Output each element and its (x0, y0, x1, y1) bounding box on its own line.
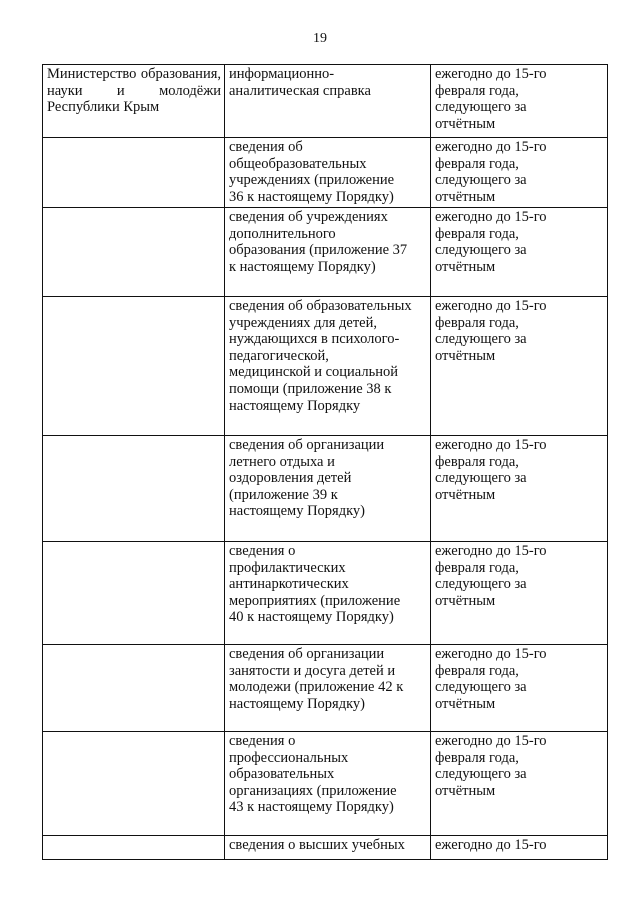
org-cell (43, 138, 225, 208)
document-cell (225, 65, 431, 138)
deadline-text: ежегодно до 15-го (435, 837, 547, 853)
table-row (43, 542, 608, 645)
deadline-cell (431, 645, 608, 732)
document-cell (225, 208, 431, 297)
table-row (43, 836, 608, 860)
deadline-text: ежегодно до 15-го февраля года, следующего за отчётным (435, 209, 547, 275)
page-number: 19 (313, 31, 327, 46)
org-cell (43, 65, 225, 138)
document-cell (225, 732, 431, 836)
document-name: сведения о профессиональных образовательных организациях (приложение 43 к настоящему Порядку) (229, 733, 397, 816)
table-row (43, 65, 608, 138)
deadline-cell (431, 138, 608, 208)
org-cell (43, 208, 225, 297)
document-name: сведения об организации летнего отдыха и оздоровления детей (приложение 39 к настоящему Порядку) (229, 437, 385, 520)
deadline-cell (431, 208, 608, 297)
document-name: сведения об образовательных учреждениях для детей, нуждающихся в психолого- педагогической, медицинской и социальной помощи (приложение 38 к настоящему Порядку (229, 298, 412, 414)
deadline-text: ежегодно до 15-го февраля года, следующего за отчётным (435, 139, 547, 205)
document-name: сведения об организации занятости и досуга детей и молодежи (приложение 42 к настоящему Порядку) (229, 646, 404, 712)
document-cell (225, 542, 431, 645)
deadline-cell (431, 436, 608, 542)
table-row (43, 436, 608, 542)
document-name: сведения об учреждениях дополнительного образования (приложение 37 к настоящему Порядку) (229, 209, 408, 275)
document-cell (225, 436, 431, 542)
deadline-text: ежегодно до 15-го февраля года, следующего за отчётным (435, 733, 547, 799)
deadline-text: ежегодно до 15-го февраля года, следующего за отчётным (435, 298, 547, 364)
deadline-text: ежегодно до 15-го февраля года, следующего за отчётным (435, 646, 547, 712)
org-cell (43, 297, 225, 436)
deadline-cell (431, 836, 608, 860)
deadline-cell (431, 542, 608, 645)
document-name: сведения о высших учебных (229, 837, 405, 853)
reporting-schedule-table (42, 64, 608, 860)
document-cell (225, 138, 431, 208)
document-name: сведения о профилактических антинаркотических мероприятиях (приложение 40 к настоящему Порядку) (229, 543, 401, 626)
org-cell (43, 436, 225, 542)
org-cell (43, 645, 225, 732)
org-cell (43, 542, 225, 645)
document-name: сведения об общеобразовательных учреждениях (приложение 36 к настоящему Порядку) (229, 139, 395, 205)
table-row (43, 297, 608, 436)
document-name: информационно- аналитическая справка (229, 66, 371, 99)
document-cell (225, 836, 431, 860)
org-cell (43, 836, 225, 860)
deadline-text: ежегодно до 15-го февраля года, следующего за отчётным (435, 437, 547, 503)
document-cell (225, 645, 431, 732)
deadline-cell (431, 65, 608, 138)
table-row (43, 138, 608, 208)
org-cell (43, 732, 225, 836)
table-row (43, 645, 608, 732)
deadline-cell (431, 732, 608, 836)
document-cell (225, 297, 431, 436)
table-row (43, 732, 608, 836)
table-row (43, 208, 608, 297)
deadline-text: ежегодно до 15-го февраля года, следующего за отчётным (435, 66, 547, 132)
deadline-cell (431, 297, 608, 436)
deadline-text: ежегодно до 15-го февраля года, следующего за отчётным (435, 543, 547, 609)
org-name: Министерство образования, науки и молодёжи Республики Крым (47, 66, 221, 116)
